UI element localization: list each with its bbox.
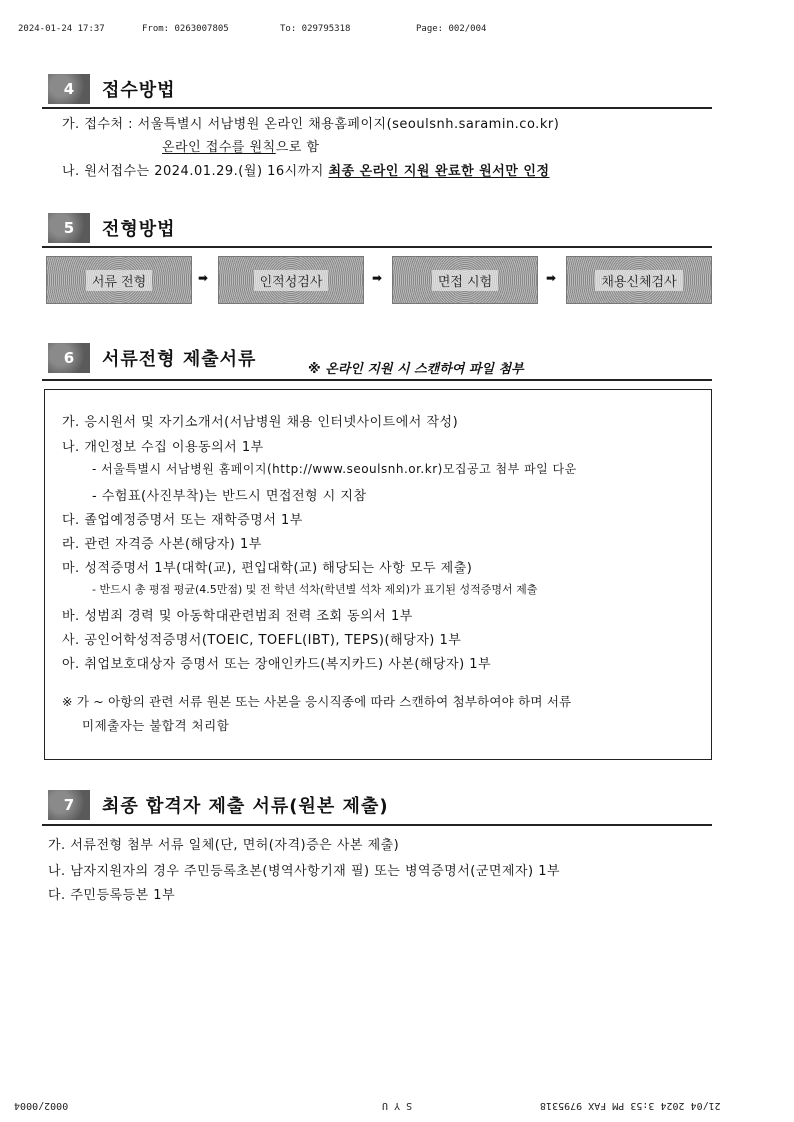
process-step <box>46 256 192 304</box>
section-number-badge: 5 <box>48 213 90 243</box>
text-line <box>162 136 320 155</box>
fax-datetime: 2024-01-24 17:37 <box>18 24 105 34</box>
text-span: 으로 함 <box>275 140 320 155</box>
fax-from: From: 0263007805 <box>142 24 229 34</box>
section-number-badge: 7 <box>48 790 90 820</box>
underlined-text: 최종 온라인 지원 완료한 원서만 인정 <box>328 164 550 179</box>
process-step <box>566 256 712 304</box>
step-label: 채용신체검사 <box>595 270 682 291</box>
footer-timestamp: 21/04 2024 3:53 PM FAX 9795318 <box>540 1100 721 1111</box>
arrow-right-icon: ➡ <box>546 271 557 285</box>
list-item: 바. 성범죄 경력 및 아동학대관련범죄 전력 조회 동의서 1부 <box>62 609 413 624</box>
list-item: 사. 공인어학성적증명서(TOEIC, TOEFL(IBT), TEPS)(해당자) 1부 <box>62 633 462 648</box>
fax-to: To: 029795318 <box>280 24 351 34</box>
arrow-right-icon: ➡ <box>198 271 209 285</box>
divider <box>42 379 712 381</box>
step-label: 인적성검사 <box>254 270 329 291</box>
process-step <box>392 256 538 304</box>
step-label: 면접 시험 <box>432 270 498 291</box>
list-item: 가. 서류전형 첨부 서류 일체(단, 면허(자격)증은 사본 제출) <box>48 838 400 853</box>
divider <box>42 824 712 826</box>
arrow-right-icon: ➡ <box>372 271 383 285</box>
list-item: 나. 개인정보 수집 이용동의서 1부 <box>62 440 264 455</box>
section-title: 서류전형 제출서류 <box>102 349 257 370</box>
underlined-text: 온라인 접수를 원칙 <box>162 140 276 155</box>
list-item: 마. 성적증명서 1부(대학(교), 편입대학(교) 해당되는 사항 모두 제출) <box>62 561 473 576</box>
process-step <box>218 256 364 304</box>
fax-header <box>18 24 778 38</box>
section-5-heading <box>48 213 176 243</box>
list-item: 아. 취업보호대상자 증명서 또는 장애인카드(복지카드) 사본(해당자) 1부 <box>62 657 492 672</box>
text-line <box>62 160 550 179</box>
section-title: 최종 합격자 제출 서류(원본 제출) <box>102 796 389 817</box>
step-label: 서류 전형 <box>86 270 152 291</box>
section-4-heading <box>48 74 176 104</box>
list-item: 다. 졸업예정증명서 또는 재학증명서 1부 <box>62 513 303 528</box>
list-item: 가. 응시원서 및 자기소개서(서남병원 채용 인터넷사이트에서 작성) <box>62 415 459 430</box>
section-note: ※ 온라인 지원 시 스캔하여 파일 첨부 <box>308 362 524 377</box>
footer-pages: 0002/0004 <box>14 1100 69 1111</box>
divider <box>42 246 712 248</box>
footnote: 미제출자는 불합격 처리함 <box>82 718 230 733</box>
list-subitem: - 수험표(사진부착)는 반드시 면접전형 시 지참 <box>92 489 367 504</box>
footnote: ※ 가 ~ 아항의 관련 서류 원본 또는 사본을 응시직종에 따라 스캔하여 첨부하여야 하며 서류 <box>62 694 572 709</box>
section-7-heading <box>48 790 389 820</box>
text-span: 나. 원서접수는 2024.01.29.(월) 16시까지 <box>62 164 329 179</box>
list-subitem: - 반드시 총 평점 평균(4.5만점) 및 전 학년 석차(학년별 석차 제외)가 표기된 성적증명서 제출 <box>92 583 538 596</box>
divider <box>42 107 712 109</box>
list-subitem: - 서울특별시 서남병원 홈페이지(http://www.seoulsnh.or.kr)모집공고 첨부 파일 다운 <box>92 462 577 476</box>
list-item: 라. 관련 자격증 사본(해당자) 1부 <box>62 537 262 552</box>
fax-page: Page: 002/004 <box>416 24 487 34</box>
section-number-badge: 4 <box>48 74 90 104</box>
list-item: 나. 남자지원자의 경우 주민등록초본(병역사항기재 필) 또는 병역증명서(군면제자) 1부 <box>48 864 561 879</box>
section-number-badge: 6 <box>48 343 90 373</box>
list-item: 다. 주민등록등본 1부 <box>48 888 176 903</box>
section-title: 접수방법 <box>102 80 176 101</box>
text-line: 가. 접수처 : 서울특별시 서남병원 온라인 채용홈페이지(seoulsnh.saramin.co.kr) <box>62 117 560 132</box>
fax-footer <box>0 1100 794 1116</box>
section-6-heading <box>48 343 256 373</box>
footer-code: S Y U <box>382 1100 413 1111</box>
section-title: 전형방법 <box>102 219 176 240</box>
